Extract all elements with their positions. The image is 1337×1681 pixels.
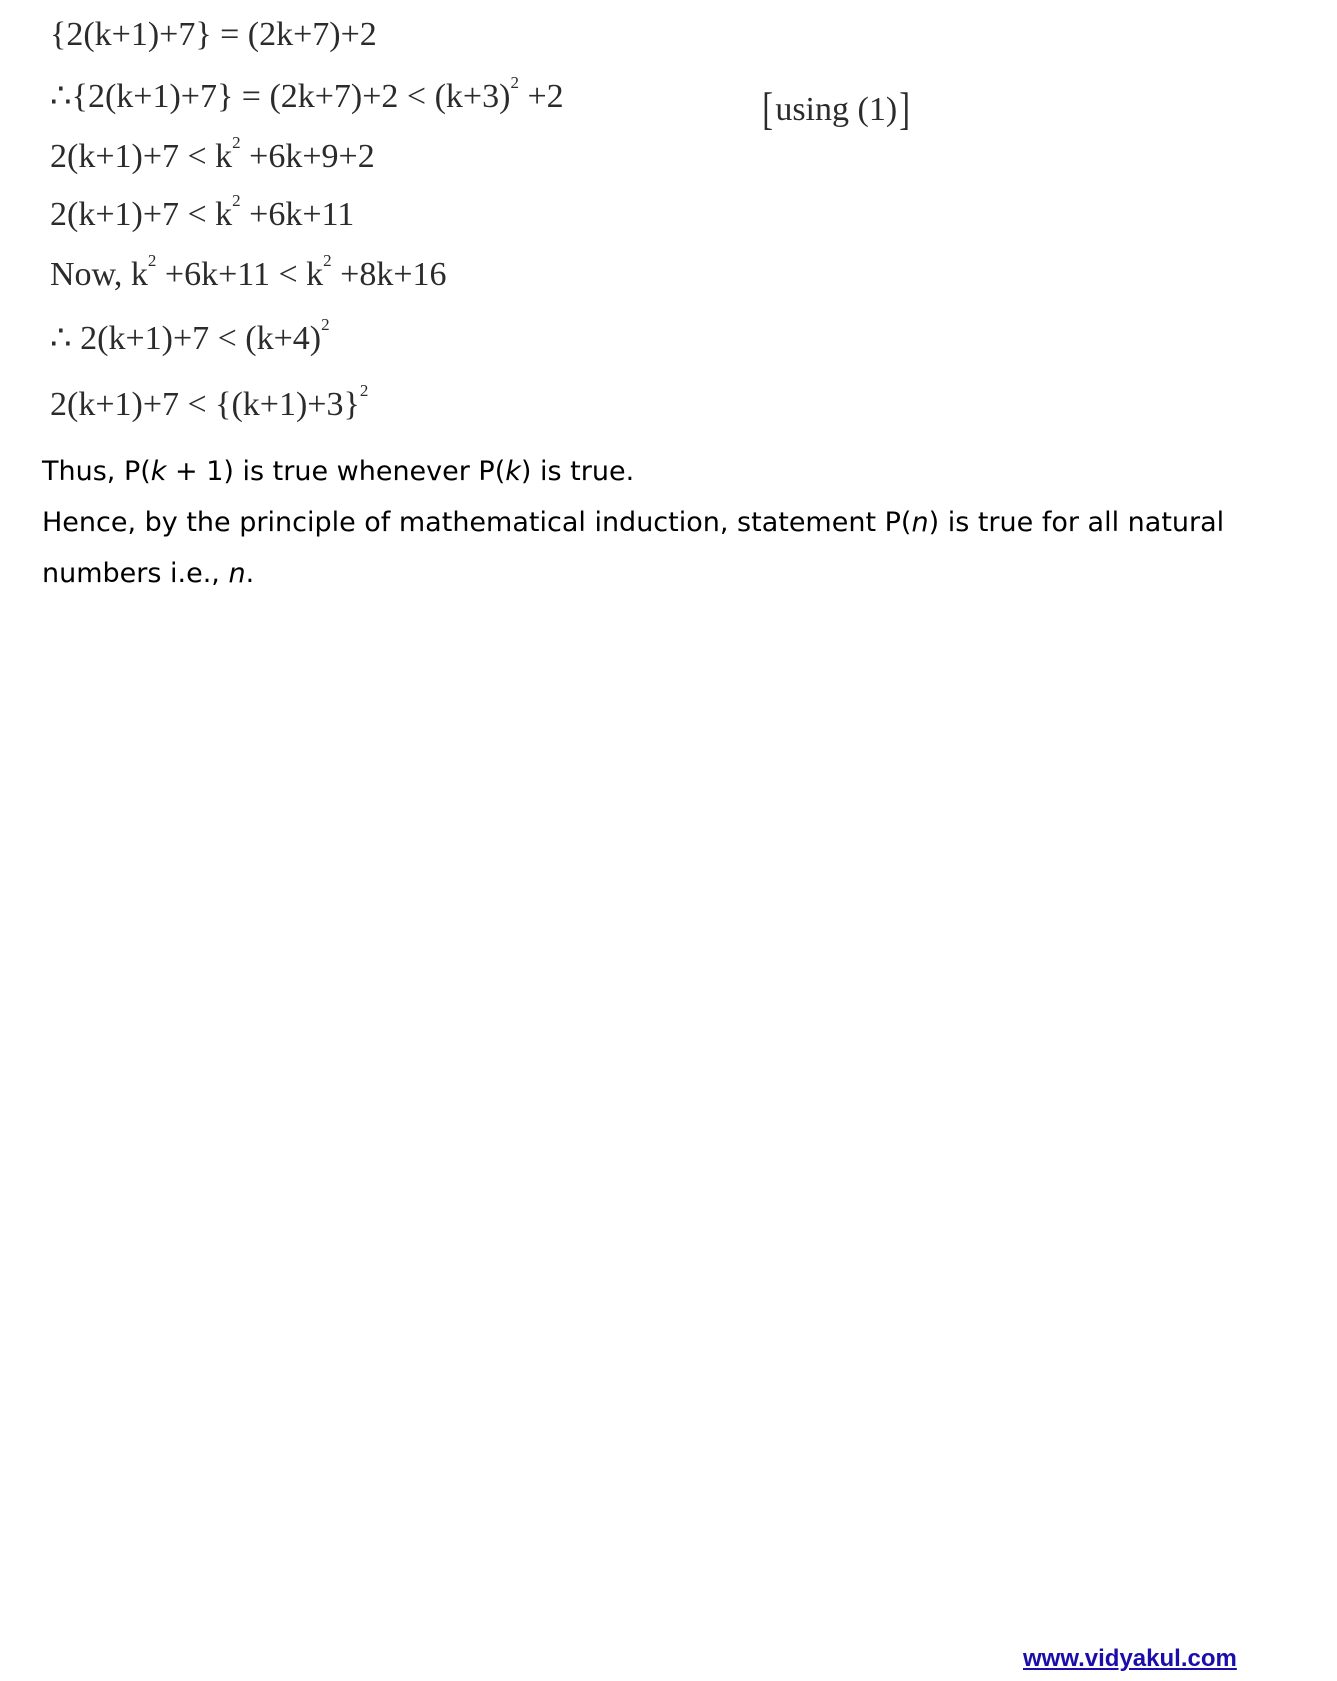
p2-var-n: n [911, 507, 929, 538]
p1-part-a: Thus, P( [42, 456, 151, 487]
math-line-6-exponent: 2 [321, 315, 330, 334]
using-annotation [760, 82, 912, 135]
math-line-4-exponent: 2 [232, 191, 241, 210]
math-line-7-exponent: 2 [359, 381, 369, 400]
math-line-5-exp-1: 2 [147, 251, 157, 270]
p3-var-n: n [228, 558, 246, 589]
p1-part-b: + 1) is true whenever P( [166, 456, 506, 487]
p1-var-k-1: k [150, 456, 167, 487]
math-line-5-exp-2: 2 [323, 251, 332, 270]
math-line-2-main: ∴{2(k+1)+7} = (2k+7)+2 < (k+3) [50, 78, 511, 115]
annotation-open-bracket: [ [762, 83, 774, 134]
conclusion-sentence-1 [42, 458, 634, 485]
math-line-1-text: {2(k+1)+7} = (2k+7)+2 [50, 16, 377, 53]
math-line-5-a: Now, k [50, 256, 148, 293]
math-line-3-exponent: 2 [232, 133, 241, 152]
p1-var-k-2: k [505, 456, 521, 487]
math-line-4 [50, 191, 355, 233]
p3-part-b: . [245, 558, 255, 589]
math-line-3-main: 2(k+1)+7 < k [50, 138, 233, 175]
annotation-text: using (1) [775, 91, 898, 128]
math-line-4-tail: +6k+11 [240, 196, 355, 233]
math-line-1 [50, 18, 377, 52]
math-line-5-c: +8k+16 [331, 256, 447, 293]
math-line-2-exponent: 2 [510, 73, 519, 92]
math-line-3-tail: +6k+9+2 [240, 138, 375, 175]
math-line-6-main: ∴ 2(k+1)+7 < (k+4) [50, 320, 322, 357]
math-line-5-b: +6k+11 < k [156, 256, 324, 293]
math-line-7 [50, 381, 369, 423]
math-line-7-main: 2(k+1)+7 < {(k+1)+3} [50, 386, 360, 423]
vidyakul-website-link[interactable]: www.vidyakul.com [1023, 1645, 1237, 1672]
math-line-3 [50, 133, 375, 175]
p2-part-a: Hence, by the principle of mathematical induction, statement P( [42, 507, 912, 538]
p3-part-a: numbers i.e., [42, 558, 229, 589]
math-line-2-tail: +2 [518, 78, 564, 115]
annotation-close-bracket: ] [899, 83, 911, 134]
math-line-5 [50, 251, 447, 293]
p2-part-b: ) is true for all natural [928, 507, 1225, 538]
math-line-2 [50, 73, 564, 115]
conclusion-sentence-3 [42, 560, 254, 587]
math-line-4-main: 2(k+1)+7 < k [50, 196, 233, 233]
math-line-6 [50, 315, 330, 357]
conclusion-sentence-2 [42, 509, 1224, 536]
p1-part-c: ) is true. [520, 456, 635, 487]
